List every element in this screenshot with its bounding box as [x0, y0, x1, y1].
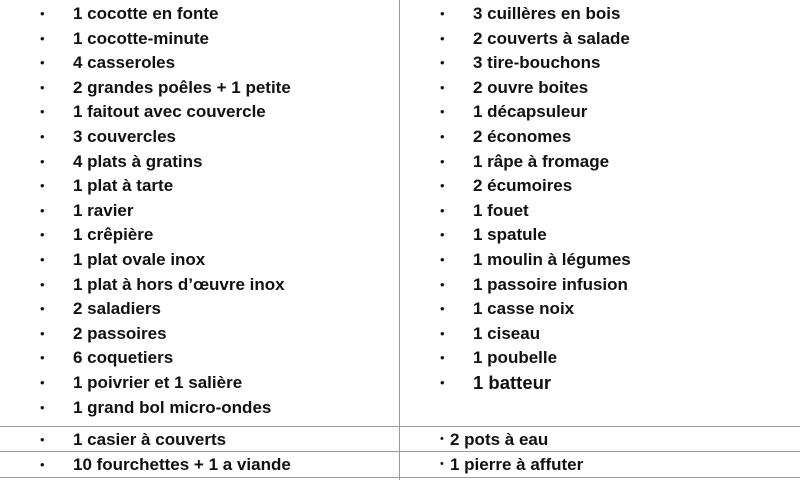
bullet-icon: •: [440, 178, 445, 194]
bullet-icon: •: [440, 128, 445, 144]
bullet-icon: •: [440, 325, 445, 341]
bullet-icon: •: [40, 301, 45, 317]
list-item: [440, 248, 790, 273]
list-item: [440, 100, 790, 125]
item-label: 1 casse noix: [473, 299, 575, 319]
item-label: 4 plats à gratins: [73, 151, 203, 171]
bullet-icon: •: [40, 432, 45, 447]
item-label: 2 écumoires: [473, 176, 573, 196]
bottom-row-2-left: [40, 453, 390, 477]
list-item: [40, 396, 390, 421]
item-label: 1 poivrier et 1 salière: [73, 372, 243, 392]
list-item: [40, 346, 390, 371]
list-item: [440, 2, 790, 27]
item-label: 1 faitout avec couvercle: [73, 102, 266, 122]
bottom-row-1-right: [440, 428, 790, 452]
item-label: 1 plat ovale inox: [73, 249, 206, 269]
list-item: [440, 223, 790, 248]
list-item: [40, 100, 390, 125]
list-item: [440, 174, 790, 199]
bullet-icon: •: [40, 79, 45, 95]
bullet-icon: •: [40, 128, 45, 144]
bullet-icon: •: [440, 458, 444, 470]
item-label: 1 batteur: [473, 371, 552, 393]
item-label: 1 cocotte en fonte: [73, 4, 219, 23]
bottom-row-2-right: [440, 453, 790, 477]
item-label: 3 tire-bouchons: [473, 53, 601, 73]
list-item: [40, 199, 390, 224]
bullet-icon: •: [440, 104, 445, 120]
bullet-icon: •: [40, 227, 45, 243]
bullet-icon: •: [40, 374, 45, 390]
item-label: 1 râpe à fromage: [473, 151, 610, 171]
item-label: 2 économes: [473, 126, 572, 146]
item-label: 1 poubelle: [473, 348, 558, 368]
list-item: [40, 273, 390, 298]
item-label: 1 plat à tarte: [73, 176, 174, 196]
list-item: [40, 125, 390, 150]
item-label: 6 coquetiers: [73, 348, 174, 368]
list-item: [40, 2, 390, 27]
bullet-icon: •: [40, 251, 45, 267]
item-label: 1 pierre à affuter: [450, 455, 584, 474]
bullet-icon: •: [40, 104, 45, 120]
bullet-icon: •: [40, 30, 45, 46]
bullet-icon: •: [440, 433, 444, 445]
list-item: [440, 273, 790, 298]
item-label: 2 pots à eau: [450, 430, 549, 449]
bullet-icon: •: [440, 202, 445, 218]
bottom-row-1-left: [40, 428, 390, 452]
bullet-icon: •: [440, 374, 445, 390]
bullet-icon: •: [40, 399, 45, 415]
item-label: 1 passoire infusion: [473, 274, 628, 294]
column-divider: [399, 0, 400, 480]
item-label: 2 couverts à salade: [473, 28, 630, 48]
item-label: 1 cocotte-minute: [73, 28, 210, 48]
list-item: [40, 76, 390, 101]
bullet-icon: •: [440, 301, 445, 317]
bullet-icon: •: [40, 6, 45, 21]
list-item: [440, 150, 790, 175]
left-item-list: [40, 2, 390, 420]
bullet-icon: •: [440, 6, 445, 21]
list-item: [440, 199, 790, 224]
bullet-icon: •: [40, 202, 45, 218]
item-label: 1 plat à hors d’œuvre inox: [73, 274, 285, 294]
list-item: [440, 125, 790, 150]
bullet-icon: •: [440, 276, 445, 292]
bullet-icon: •: [440, 350, 445, 366]
row-divider-bottom: [0, 477, 800, 478]
item-label: 2 passoires: [73, 323, 167, 343]
item-label: 2 ouvre boites: [473, 77, 589, 97]
bullet-icon: •: [440, 79, 445, 95]
bullet-icon: •: [40, 178, 45, 194]
list-item: [440, 76, 790, 101]
item-label: 1 ravier: [73, 200, 134, 220]
list-item: [40, 174, 390, 199]
item-label: 1 moulin à légumes: [473, 249, 631, 269]
list-item: [40, 297, 390, 322]
bullet-icon: •: [440, 153, 445, 169]
bullet-icon: •: [440, 227, 445, 243]
item-label: 1 grand bol micro-ondes: [73, 397, 272, 417]
item-label: 1 ciseau: [473, 323, 541, 343]
right-item-list: [440, 2, 790, 396]
list-item: [40, 51, 390, 76]
list-item: [440, 27, 790, 52]
list-item: [40, 322, 390, 347]
list-item: [40, 223, 390, 248]
item-label: 2 grandes poêles + 1 petite: [73, 77, 291, 97]
bullet-icon: •: [40, 55, 45, 71]
item-label: 10 fourchettes + 1 a viande: [73, 455, 291, 474]
bullet-icon: •: [40, 350, 45, 366]
bullet-icon: •: [40, 276, 45, 292]
list-item: [440, 297, 790, 322]
bullet-icon: •: [440, 55, 445, 71]
item-label: 3 couvercles: [73, 126, 177, 146]
list-item: [40, 27, 390, 52]
bullet-icon: •: [40, 325, 45, 341]
item-label: 3 cuillères en bois: [473, 4, 621, 23]
list-item: [40, 248, 390, 273]
list-item: [440, 322, 790, 347]
bullet-icon: •: [440, 30, 445, 46]
item-label: 1 fouet: [473, 200, 529, 220]
row-divider-top: [0, 426, 800, 427]
bullet-icon: •: [440, 251, 445, 267]
item-label: 1 décapsuleur: [473, 102, 588, 122]
list-item: [440, 371, 790, 396]
bullet-icon: •: [40, 457, 45, 472]
item-label: 1 casier à couverts: [73, 430, 227, 449]
item-label: 1 crêpière: [73, 225, 154, 245]
item-label: 1 spatule: [473, 225, 547, 245]
list-item: [440, 346, 790, 371]
item-label: 2 saladiers: [73, 299, 161, 319]
bullet-icon: •: [40, 153, 45, 169]
item-label: 4 casseroles: [73, 53, 176, 73]
list-item: [40, 371, 390, 396]
list-item: [440, 51, 790, 76]
list-item: [40, 150, 390, 175]
